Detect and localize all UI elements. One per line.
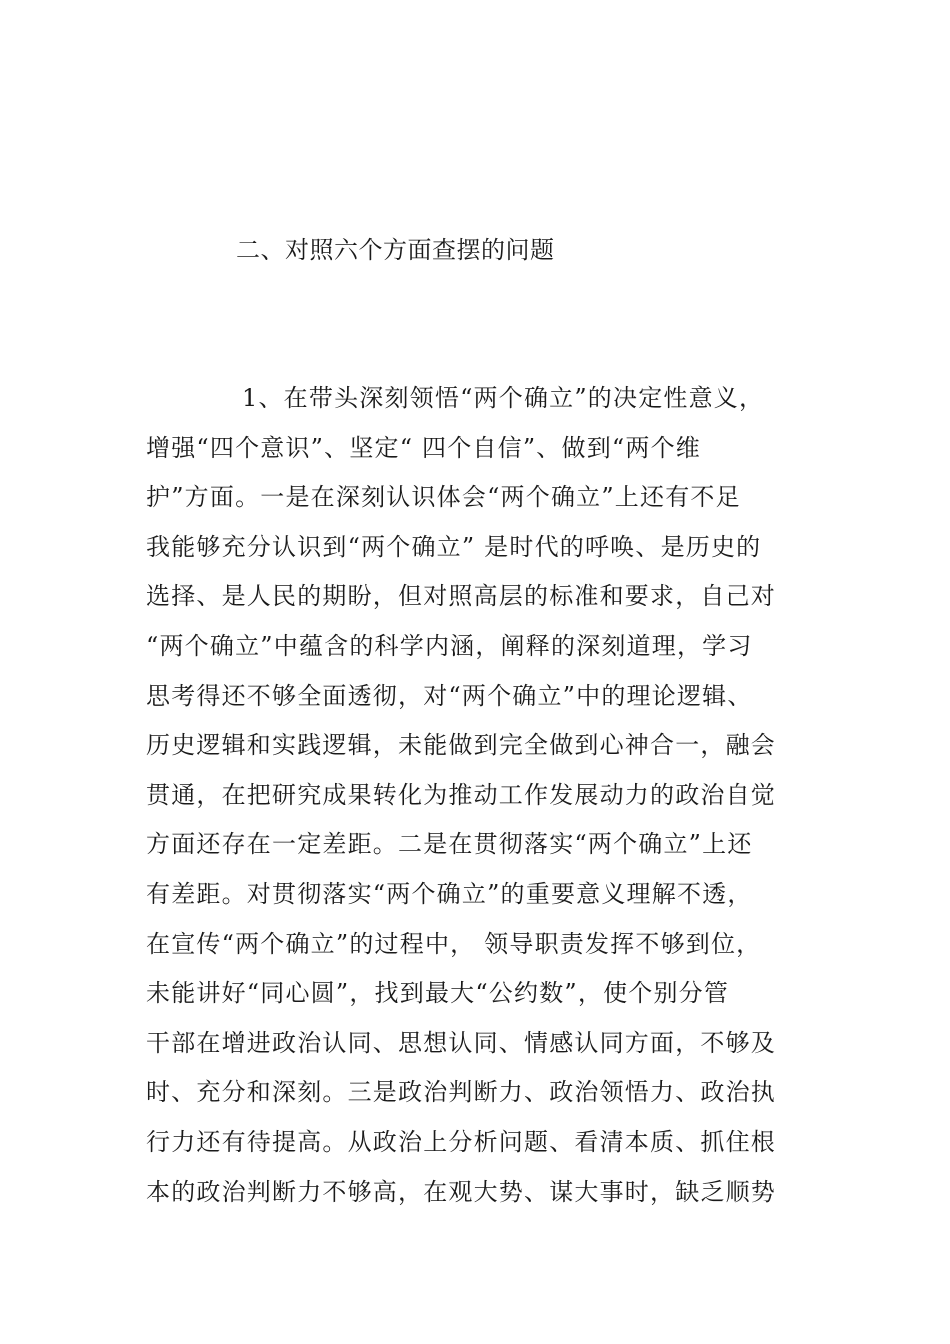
body-paragraph [146, 374, 806, 1217]
paragraph-line: 思考得还不够全面透彻，对“两个确立”中的理论逻辑、 [146, 681, 753, 710]
paragraph-line: 我能够充分认识到“两个确立” 是时代的呼唤、是历史的 [146, 532, 762, 561]
paragraph-line: 行力还有待提高。从政治上分析问题、看清本质、抓住根 [146, 1127, 776, 1156]
paragraph-line: 护”方面。一是在深刻认识体会“两个确立”上还有不足 [146, 483, 741, 512]
paragraph-line: 时、充分和深刻。三是政治判断力、政治领悟力、政治执 [146, 1078, 776, 1107]
paragraph-line: 干部在增进政治认同、思想认同、情感认同方面，不够及 [146, 1028, 776, 1057]
paragraph-line: “两个确立”中蕴含的科学内涵，阐释的深刻道理，学习 [146, 631, 753, 660]
paragraph-line: 有差距。对贯彻落实“两个确立”的重要意义理解不透， [146, 879, 753, 908]
paragraph-line: 贯通，在把研究成果转化为推动工作发展动力的政治自觉 [146, 780, 776, 809]
section-heading: 二、对照六个方面查摆的问题 [236, 236, 555, 264]
paragraph-line: 本的政治判断力不够高，在观大势、谋大事时，缺乏顺势 [146, 1177, 776, 1206]
paragraph-line: 1、在带头深刻领悟“两个确立”的决定性意义， [242, 384, 765, 412]
paragraph-line: 选择、是人民的期盼，但对照高层的标准和要求，自己对 [146, 582, 776, 611]
paragraph-line: 在宣传“两个确立”的过程中， 领导职责发挥不够到位， [146, 929, 762, 958]
paragraph-line: 历史逻辑和实践逻辑，未能做到完全做到心神合一，融会 [146, 731, 776, 760]
paragraph-line: 方面还存在一定差距。二是在贯彻落实“两个确立”上还 [146, 830, 753, 859]
paragraph-line: 未能讲好“同心圆”，找到最大“公约数”，使个别分管 [146, 979, 730, 1008]
paragraph-line: 增强“四个意识”、坚定“ 四个自信”、做到“两个维 [146, 433, 701, 462]
